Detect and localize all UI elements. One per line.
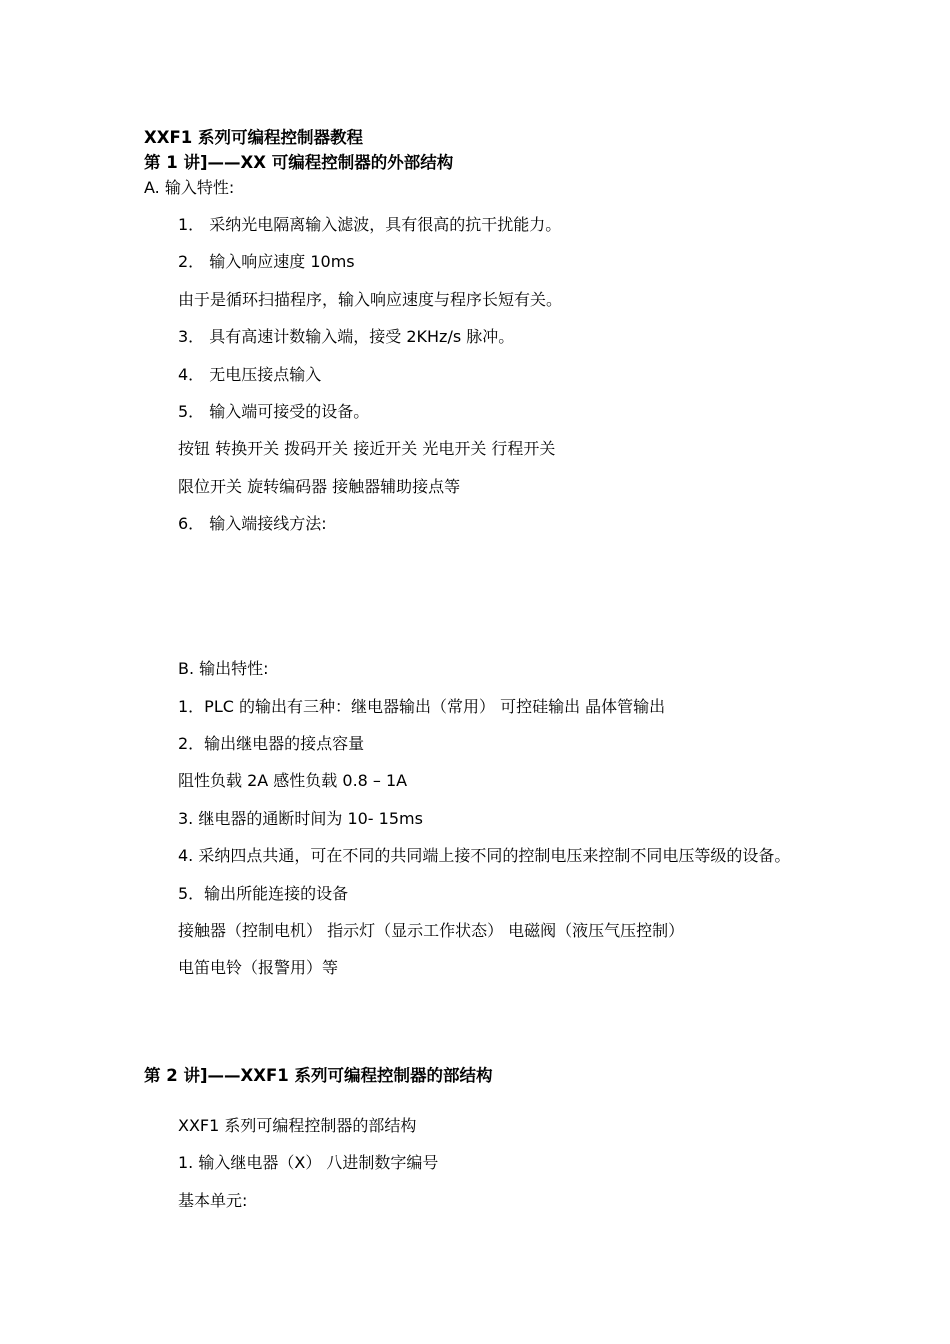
input-item-1: 1． 采纳光电隔离输入滤波，具有很高的抗干扰能力。 [178,215,562,234]
input-devices-line-1: 按钮 转换开关 拨码开关 接近开关 光电开关 行程开关 [178,439,556,458]
input-item-2-note: 由于是循环扫描程序，输入响应速度与程序长短有关。 [178,290,563,309]
section-b-heading: B. 输出特性: [178,659,269,678]
input-item-4: 4． 无电压接点输入 [178,365,322,384]
output-item-4: 4. 采纳四点共通，可在不同的共同端上接不同的控制电压来控制不同电压等级的设备。 [178,846,791,865]
input-item-6: 6． 输入端接线方法: [178,514,327,533]
lecture-1-heading: 第 1 讲]——XX 可编程控制器的外部结构 [144,153,454,172]
lecture-2-item-3: 基本单元: [178,1191,248,1210]
input-item-2: 2． 输入响应速度 10ms [178,252,355,271]
section-a-heading: A. 输入特性: [144,178,235,197]
output-devices-line-2: 电笛电铃（报警用）等 [178,958,339,977]
output-item-1: 1．PLC 的输出有三种：继电器输出（常用） 可控硅输出 晶体管输出 [178,697,666,716]
document-title: XXF1 系列可编程控制器教程 [144,128,363,147]
output-item-3: 3. 继电器的通断时间为 10- 15ms [178,809,423,828]
output-item-2: 2．输出继电器的接点容量 [178,734,365,753]
lecture-2-item-2: 1. 输入继电器（X） 八进制数字编号 [178,1153,439,1172]
output-item-5: 5．输出所能连接的设备 [178,884,349,903]
input-item-5: 5． 输入端可接受的设备。 [178,402,370,421]
lecture-2-item-1: XXF1 系列可编程控制器的部结构 [178,1116,417,1135]
lecture-2-heading: 第 2 讲]——XXF1 系列可编程控制器的部结构 [144,1066,493,1085]
output-devices-line-1: 接触器（控制电机） 指示灯（显示工作状态） 电磁阀（液压气压控制） [178,921,685,940]
input-devices-line-2: 限位开关 旋转编码器 接触器辅助接点等 [178,477,461,496]
input-item-3: 3． 具有高速计数输入端，接受 2KHz/s 脉冲。 [178,327,515,346]
output-item-2-detail: 阻性负载 2A 感性负载 0.8 – 1A [178,771,408,790]
